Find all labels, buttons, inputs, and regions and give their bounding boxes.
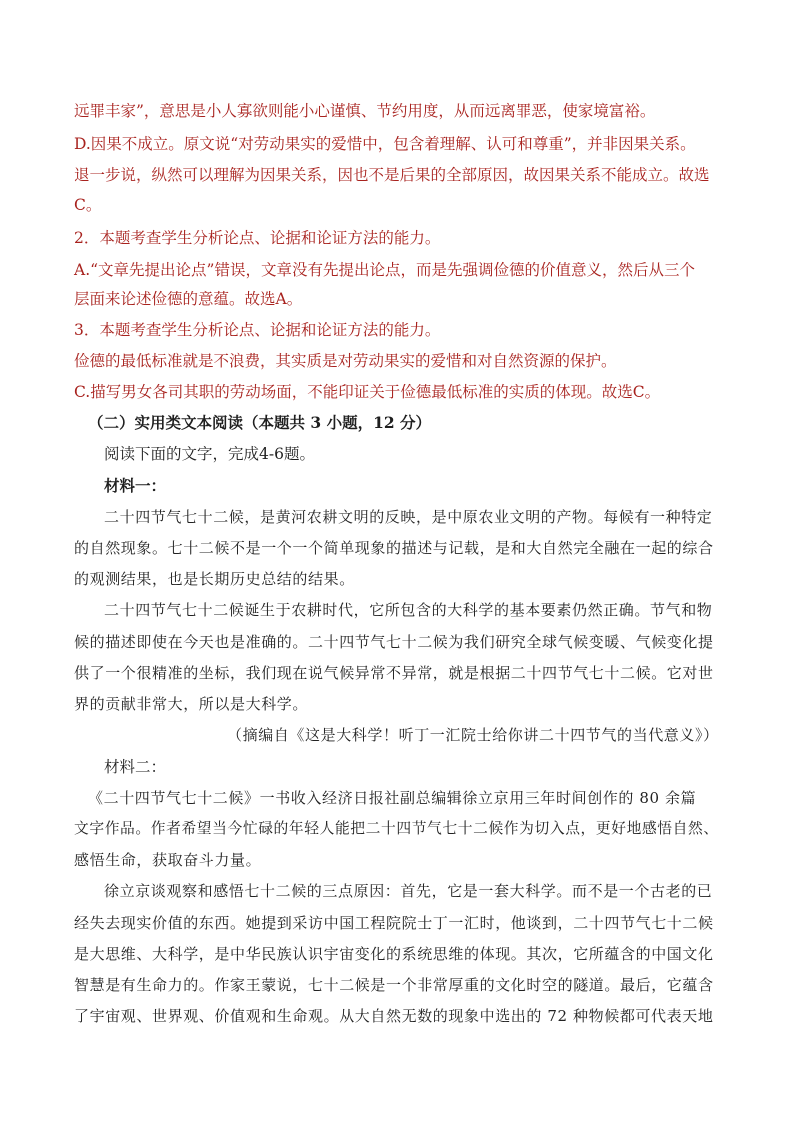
question-2-intro: 2．本题考查学生分析论点、论据和论证方法的能力。 bbox=[74, 229, 441, 247]
material-2-text: 经失去现实价值的东西。她提到采访中国工程院院士丁一汇时，他谈到，二十四节气七十二候 bbox=[74, 914, 714, 932]
material-1-label: 材料一： bbox=[104, 476, 167, 495]
instruction: 阅读下面的文字，完成4-6题。 bbox=[104, 445, 315, 463]
material-1-text: 二十四节气七十二候，是黄河农耕文明的反映，是中原农业文明的产物。每候有一种特定 bbox=[104, 508, 713, 526]
material-1-source: （摘编自《这是大科学！听丁一汇院士给你讲二十四节气的当代意义》） bbox=[227, 726, 719, 744]
answer-line: 俭德的最低标准就是不浪费，其实质是对劳动果实的爱惜和对自然资源的保护。 bbox=[74, 352, 617, 370]
answer-line: D.因果不成立。原文说“对劳动果实的爱惜中，包含着理解、认可和尊重”，并非因果关系。 bbox=[74, 135, 696, 153]
material-2-text: 徐立京谈观察和感悟七十二候的三点原因：首先，它是一套大科学。而不是一个古老的已 bbox=[104, 882, 713, 900]
material-1-text: 供了一个很精准的坐标，我们现在说气候异常不异常，就是根据二十四节气七十二候。它对世 bbox=[74, 664, 714, 682]
section-heading: （二）实用类文本阅读（本题共 3 小题，12 分） bbox=[88, 413, 432, 432]
material-2-text: 文字作品。作者希望当今忙碌的年轻人能把二十四节气七十二候作为切入点，更好地感悟自然、 bbox=[74, 820, 719, 837]
answer-line: 退一步说，纵然可以理解为因果关系，因也不是后果的全部原因，故因果关系不能成立。故选 bbox=[74, 166, 710, 184]
answer-line: C.描写男女各司其职的劳动场面，不能印证关于俭德最低标准的实质的体现。故选C。 bbox=[74, 383, 661, 401]
question-3-intro: 3．本题考查学生分析论点、论据和论证方法的能力。 bbox=[74, 321, 441, 339]
answer-line: 层面来论述俭德的意蕴。故选A。 bbox=[74, 290, 303, 308]
material-1-text: 的自然现象。七十二候不是一个一个简单现象的描述与记载，是和大自然完全融在一起的综合 bbox=[74, 539, 714, 557]
material-2-label: 材料二： bbox=[104, 758, 167, 776]
material-2-text: 《二十四节气七十二候》一书收入经济日报社副总编辑徐立京用三年时间创作的 80 余篇 bbox=[88, 789, 697, 807]
answer-line: 远罪丰家”，意思是小人寡欲则能小心谨慎、节约用度，从而远离罪恶，使家境富裕。 bbox=[74, 102, 656, 120]
material-2-text: 感悟生命，获取奋斗力量。 bbox=[74, 851, 262, 869]
answer-line: C。 bbox=[74, 196, 102, 214]
answer-line: A.“文章先提出论点”错误，文章没有先提出论点，而是先强调俭德的价值意义，然后从三个 bbox=[74, 261, 695, 279]
material-1-text: 候的描述即使在今天也是准确的。二十四节气七十二候为我们研究全球气候变暖、气候变化提 bbox=[74, 633, 714, 651]
material-1-text: 界的贡献非常大，所以是大科学。 bbox=[74, 695, 309, 713]
material-2-text: 是大思维、大科学，是中华民族认识宇宙变化的系统思维的体现。其次，它所蕴含的中国文化 bbox=[74, 945, 714, 963]
material-2-text: 智慧是有生命力的。作家王蒙说，七十二候是一个非常厚重的文化时空的隧道。最后，它蕴含 bbox=[74, 976, 714, 994]
material-1-text: 二十四节气七十二候诞生于农耕时代，它所包含的大科学的基本要素仍然正确。节气和物 bbox=[104, 601, 713, 619]
material-2-text: 了宇宙观、世界观、价值观和生命观。从大自然无数的现象中选出的 72 种物候都可代表天地 bbox=[74, 1007, 714, 1025]
material-1-text: 的观测结果，也是长期历史总结的结果。 bbox=[74, 570, 355, 588]
